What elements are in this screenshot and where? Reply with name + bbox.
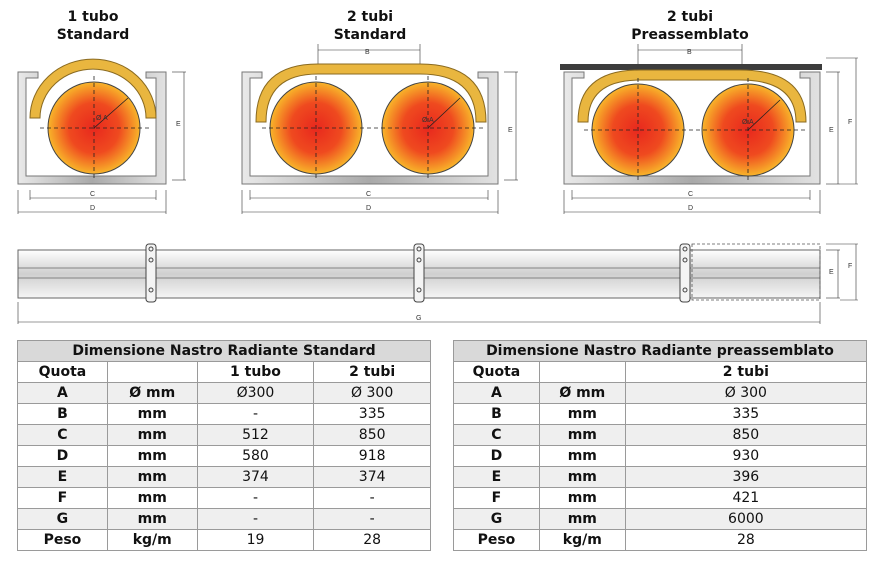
cell-v1: 580 — [197, 446, 314, 467]
table-row — [454, 530, 867, 551]
heading-3-line2: Preassemblato — [631, 27, 749, 43]
hanger — [414, 244, 424, 302]
dim-label-e: E — [829, 269, 834, 276]
cell-u: mm — [107, 404, 197, 425]
cell-u: mm — [107, 446, 197, 467]
cell-v2: - — [314, 509, 431, 530]
header-1-tube: 1 tubo — [197, 362, 314, 383]
dim-label-c: C — [90, 191, 96, 198]
table-row — [454, 488, 867, 509]
cell-q: F — [454, 488, 540, 509]
cell-v: 396 — [625, 467, 866, 488]
cell-u: mm — [539, 467, 625, 488]
dim-label-d: D — [688, 205, 694, 212]
cell-v2: 335 — [314, 404, 431, 425]
dim-label-a: Ø A — [96, 115, 108, 122]
table-preassembled-title: Dimensione Nastro Radiante preassemblato — [454, 341, 867, 362]
section-1-tube — [18, 59, 186, 214]
heading-1-line2: Standard — [56, 27, 130, 43]
table-row — [18, 530, 431, 551]
cell-q: F — [18, 488, 108, 509]
dim-label-e: E — [176, 121, 181, 128]
hanger — [680, 244, 690, 302]
cell-v2: 918 — [314, 446, 431, 467]
header-quota: Quota — [18, 362, 108, 383]
dim-label-g: G — [416, 315, 422, 322]
table-row — [454, 383, 867, 404]
heading-2-line2: Standard — [333, 27, 407, 43]
dim-label-a: Ø A — [742, 119, 754, 126]
cell-q: E — [18, 467, 108, 488]
cell-q: C — [18, 425, 108, 446]
section-2-tubes-preassembled — [560, 44, 858, 214]
table-row — [18, 467, 431, 488]
cell-u: mm — [107, 509, 197, 530]
table-preassembled — [453, 340, 867, 551]
cell-v: 850 — [625, 425, 866, 446]
cell-v: 930 — [625, 446, 866, 467]
cell-q: G — [18, 509, 108, 530]
cell-v2: Ø 300 — [314, 383, 431, 404]
header-quota: Quota — [454, 362, 540, 383]
table-row — [454, 467, 867, 488]
cell-q: Peso — [18, 530, 108, 551]
table-row — [18, 509, 431, 530]
cell-u: mm — [539, 446, 625, 467]
cell-v2: 374 — [314, 467, 431, 488]
cell-q: C — [454, 425, 540, 446]
dim-label-b: B — [687, 49, 692, 56]
cell-u: mm — [107, 425, 197, 446]
header-2-tubes: 2 tubi — [625, 362, 866, 383]
table-row — [18, 425, 431, 446]
cell-u: mm — [107, 488, 197, 509]
header-2-tubes: 2 tubi — [314, 362, 431, 383]
cell-v1: 374 — [197, 467, 314, 488]
cell-u: mm — [539, 404, 625, 425]
cell-v2: 850 — [314, 425, 431, 446]
cell-q: Peso — [454, 530, 540, 551]
table-standard — [17, 340, 431, 551]
table-row — [454, 446, 867, 467]
heading-3-line1: 2 tubi — [666, 9, 714, 25]
cell-v2: 28 — [314, 530, 431, 551]
heading-1-line1: 1 tubo — [67, 9, 119, 25]
cell-u: mm — [539, 509, 625, 530]
dim-label-c: C — [366, 191, 372, 198]
cell-u: mm — [539, 488, 625, 509]
dim-label-a: Ø A — [422, 117, 434, 124]
dim-label-e: E — [508, 127, 513, 134]
table-row — [454, 425, 867, 446]
dim-label-d: D — [366, 205, 372, 212]
cell-q: E — [454, 467, 540, 488]
dim-label-f: F — [848, 263, 853, 270]
table-row — [18, 383, 431, 404]
header-blank — [107, 362, 197, 383]
top-frame-bar — [560, 64, 822, 70]
dim-label-c: C — [688, 191, 694, 198]
cell-v1: - — [197, 488, 314, 509]
cell-v: 335 — [625, 404, 866, 425]
table-row — [18, 446, 431, 467]
table-standard-title: Dimensione Nastro Radiante Standard — [18, 341, 431, 362]
cell-u: mm — [107, 467, 197, 488]
cell-v1: - — [197, 509, 314, 530]
cell-v: 421 — [625, 488, 866, 509]
cell-v2: - — [314, 488, 431, 509]
table-row — [18, 404, 431, 425]
cell-v: 28 — [625, 530, 866, 551]
cell-v: Ø 300 — [625, 383, 866, 404]
cell-q: G — [454, 509, 540, 530]
cell-u: mm — [539, 425, 625, 446]
cell-u: Ø mm — [539, 383, 625, 404]
cell-u: kg/m — [539, 530, 625, 551]
hanger — [146, 244, 156, 302]
cell-u: Ø mm — [107, 383, 197, 404]
cell-q: D — [454, 446, 540, 467]
cell-q: D — [18, 446, 108, 467]
side-elevation — [18, 244, 858, 324]
dim-label-e: E — [829, 127, 834, 134]
header-blank — [539, 362, 625, 383]
dim-label-d: D — [90, 205, 96, 212]
cell-u: kg/m — [107, 530, 197, 551]
cell-v1: Ø300 — [197, 383, 314, 404]
table-row — [454, 509, 867, 530]
cell-v1: 512 — [197, 425, 314, 446]
table-row — [454, 404, 867, 425]
cell-v1: - — [197, 404, 314, 425]
heading-2-line1: 2 tubi — [346, 9, 394, 25]
section-2-tubes-standard — [242, 44, 518, 214]
cell-v: 6000 — [625, 509, 866, 530]
dim-label-b: B — [365, 49, 370, 56]
cell-q: A — [18, 383, 108, 404]
table-row — [18, 488, 431, 509]
cell-q: A — [454, 383, 540, 404]
cell-q: B — [454, 404, 540, 425]
cell-q: B — [18, 404, 108, 425]
dim-label-f: F — [848, 119, 853, 126]
cell-v1: 19 — [197, 530, 314, 551]
